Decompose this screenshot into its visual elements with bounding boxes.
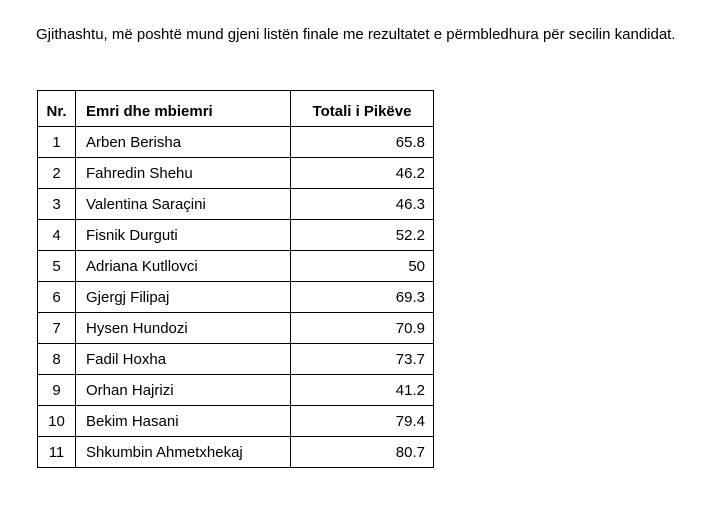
row-number-cell: 11 bbox=[38, 437, 76, 468]
header-row bbox=[38, 91, 434, 127]
table-row bbox=[38, 375, 434, 406]
candidate-name-cell: Arben Berisha bbox=[76, 127, 291, 158]
candidate-name-cell: Fadil Hoxha bbox=[76, 344, 291, 375]
table-row bbox=[38, 282, 434, 313]
candidate-name-cell: Hysen Hundozi bbox=[76, 313, 291, 344]
row-number-cell: 2 bbox=[38, 158, 76, 189]
candidate-name-cell: Fahredin Shehu bbox=[76, 158, 291, 189]
table-row bbox=[38, 344, 434, 375]
intro-paragraph: Gjithashtu, më poshtë mund gjeni listën finale me rezultatet e përmbledhura për secilin kandidat. bbox=[36, 26, 676, 43]
row-number-cell: 8 bbox=[38, 344, 76, 375]
table-row bbox=[38, 220, 434, 251]
score-cell: 65.8 bbox=[291, 127, 434, 158]
header-nr: Nr. bbox=[38, 91, 76, 127]
candidate-name-cell: Fisnik Durguti bbox=[76, 220, 291, 251]
results-table-body bbox=[38, 127, 434, 468]
candidate-name-cell: Adriana Kutllovci bbox=[76, 251, 291, 282]
score-cell: 41.2 bbox=[291, 375, 434, 406]
header-score: Totali i Pikëve bbox=[291, 91, 434, 127]
table-row bbox=[38, 313, 434, 344]
candidate-name-cell: Valentina Saraçini bbox=[76, 189, 291, 220]
score-cell: 46.3 bbox=[291, 189, 434, 220]
score-cell: 46.2 bbox=[291, 158, 434, 189]
row-number-cell: 10 bbox=[38, 406, 76, 437]
score-cell: 70.9 bbox=[291, 313, 434, 344]
row-number-cell: 6 bbox=[38, 282, 76, 313]
score-cell: 73.7 bbox=[291, 344, 434, 375]
score-cell: 50 bbox=[291, 251, 434, 282]
table-row bbox=[38, 189, 434, 220]
score-cell: 80.7 bbox=[291, 437, 434, 468]
row-number-cell: 4 bbox=[38, 220, 76, 251]
table-row bbox=[38, 406, 434, 437]
table-row bbox=[38, 437, 434, 468]
row-number-cell: 9 bbox=[38, 375, 76, 406]
candidate-name-cell: Gjergj Filipaj bbox=[76, 282, 291, 313]
row-number-cell: 5 bbox=[38, 251, 76, 282]
score-cell: 52.2 bbox=[291, 220, 434, 251]
table-row bbox=[38, 127, 434, 158]
table-row bbox=[38, 158, 434, 189]
row-number-cell: 1 bbox=[38, 127, 76, 158]
results-table-header bbox=[38, 91, 434, 127]
results-table bbox=[37, 90, 434, 468]
row-number-cell: 7 bbox=[38, 313, 76, 344]
table-row bbox=[38, 251, 434, 282]
candidate-name-cell: Shkumbin Ahmetxhekaj bbox=[76, 437, 291, 468]
candidate-name-cell: Orhan Hajrizi bbox=[76, 375, 291, 406]
candidate-name-cell: Bekim Hasani bbox=[76, 406, 291, 437]
score-cell: 69.3 bbox=[291, 282, 434, 313]
row-number-cell: 3 bbox=[38, 189, 76, 220]
header-name: Emri dhe mbiemri bbox=[76, 91, 291, 127]
score-cell: 79.4 bbox=[291, 406, 434, 437]
